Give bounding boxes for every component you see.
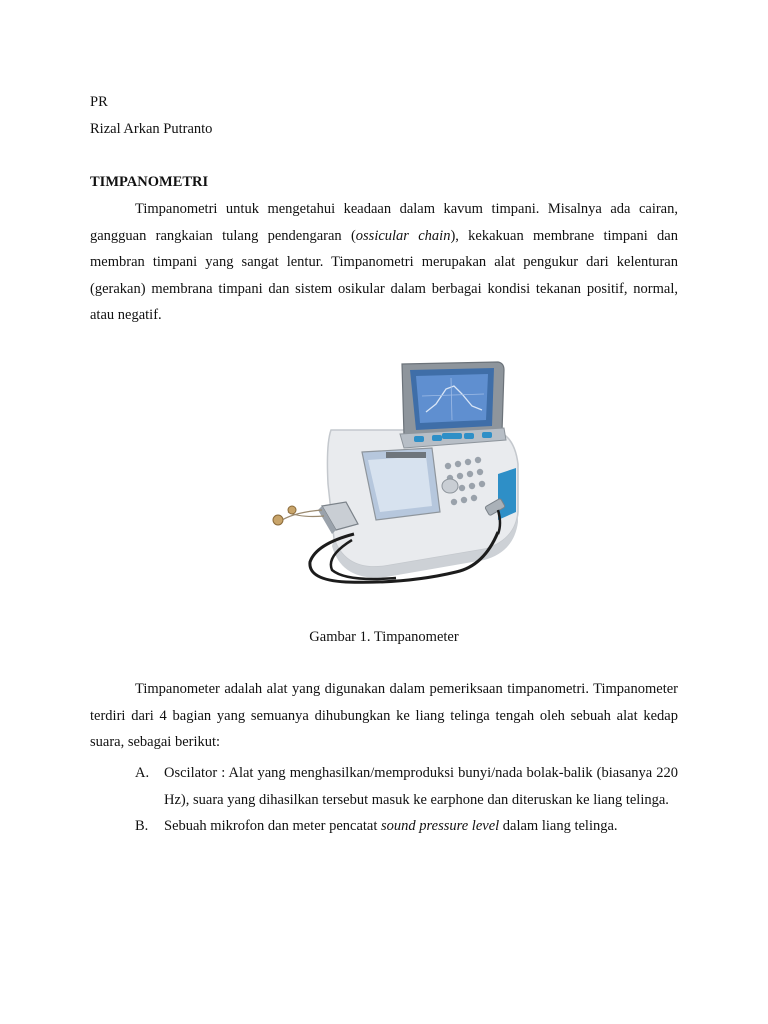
- paragraph-1-text-b: ), kekakuan membrane timpani dan membran timpani yang sangat lentur. Timpanometri merupakan alat pengukur dari kelenturan (gerakan) membrana timpani dan sistem osikular dalam berbagai kondisi tekanan positif, normal, atau negatif.: [90, 227, 678, 323]
- paragraph-1-text-a: Timpanometri untuk mengetahui keadaan dalam kavum timpani. Misalnya ada cairan, gangguan rangkaian tulang pendengaran (: [90, 201, 678, 244]
- component-list: [90, 760, 678, 840]
- author-name: Rizal Arkan Putranto: [90, 121, 213, 137]
- list-item: [90, 760, 678, 813]
- list-item: [90, 813, 678, 840]
- timpanometer-figure: [236, 334, 538, 596]
- list-marker: A.: [135, 765, 150, 781]
- paragraph-2-text: Timpanometer adalah alat yang digunakan dalam pemeriksaan timpanometri. Timpanometer terdiri dari 4 bagian yang semuanya dihubungkan ke liang telinga tengah oleh sebuah alat kedap suara, sebagai berikut:: [90, 681, 678, 750]
- section-title: TIMPANOMETRI: [90, 174, 209, 190]
- timpanometer-device-image: [236, 334, 538, 596]
- list-marker: B.: [135, 818, 149, 834]
- list-item-italic: sound pressure level: [381, 818, 500, 834]
- header-pr: PR: [90, 94, 108, 110]
- paragraph-2: [90, 676, 678, 756]
- list-item-text-after: dalam liang telinga.: [499, 818, 618, 834]
- list-item-text: Sebuah mikrofon dan meter pencatat: [164, 818, 382, 834]
- figure-caption: Gambar 1. Timpanometer: [309, 629, 459, 645]
- list-item-text: Oscilator : Alat yang menghasilkan/memproduksi bunyi/nada bolak-balik (biasanya 220 Hz), suara yang dihasilkan tersebut masuk ke earphone dan diteruskan ke liang telinga.: [164, 765, 678, 808]
- paragraph-1: [90, 196, 678, 329]
- paragraph-1-italic: ossicular chain: [355, 227, 451, 244]
